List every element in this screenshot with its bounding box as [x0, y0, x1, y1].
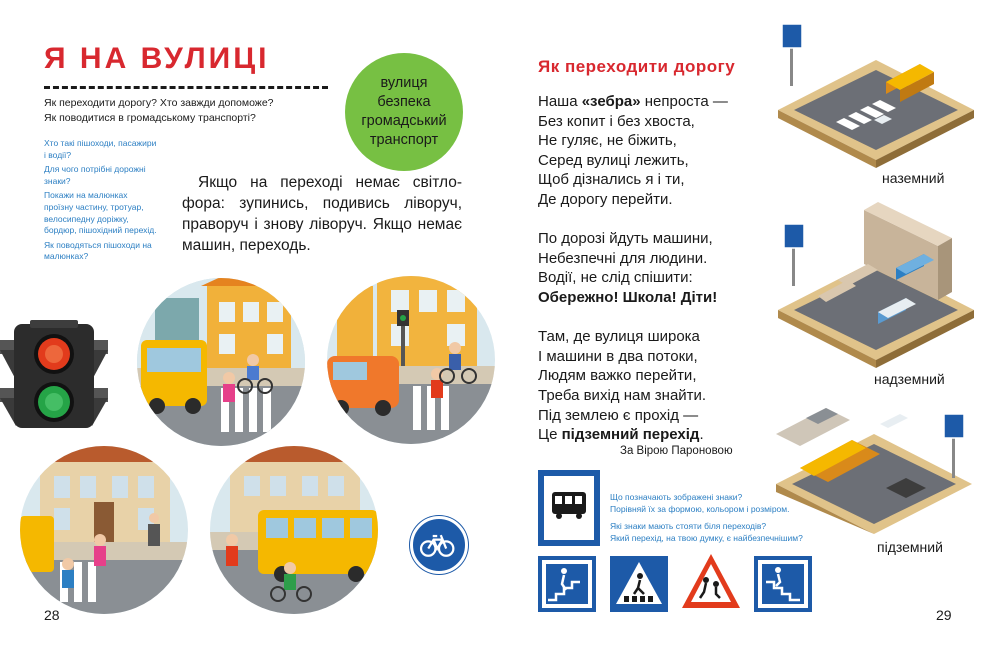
poem-line-text: Небезпечні для людини.: [538, 249, 708, 267]
task-item: Хто такі пішоходи, пасажири і водії?: [44, 138, 157, 160]
sign-question: Які знаки мають стояти біля переходів?: [610, 521, 767, 531]
poem-line-text: Не гуляє, не біжить,: [538, 132, 677, 150]
overhead-crossing-sign-icon: [538, 556, 596, 612]
title-divider: [44, 86, 328, 89]
poem-line-text: По дорозі йдуть машини,: [538, 230, 713, 248]
ground-crossing-label: наземний: [882, 170, 945, 186]
poem-stanza: [538, 92, 768, 210]
poem-line-text: Без копит і без хвоста,: [538, 112, 695, 130]
right-page: [500, 0, 1000, 650]
task-list: [44, 138, 159, 266]
underground-crossing-sign-icon: [754, 556, 812, 612]
bicycle-path-sign-icon: [410, 516, 468, 574]
poem-line: [538, 170, 768, 190]
poem-line-text: Треба вихід нам знайти.: [538, 386, 707, 404]
poem-line: [538, 425, 768, 445]
signs-questions: [610, 492, 840, 550]
underground-crossing-label: підземний: [877, 539, 943, 555]
page-number: 28: [44, 607, 60, 623]
poem-line-bold: «зебра»: [581, 93, 641, 110]
poem-line: [538, 406, 768, 426]
intro-question: Як поводитися в громадському транспорті?: [44, 112, 256, 124]
poem-line: [538, 131, 768, 151]
intro-questions: [44, 96, 334, 126]
poem-line-text: Під землею є прохід —: [538, 406, 699, 424]
poem-line-text: .: [699, 426, 704, 444]
topic-keyword: безпека: [377, 94, 431, 110]
task-item: Як поводяться пішоходи на малюнках?: [44, 239, 152, 262]
children-warning-sign-icon: [680, 552, 742, 612]
street-scene-2: [327, 276, 495, 444]
poem-title: Як переходити дорогу: [538, 57, 736, 76]
poem-line-text: Серед вулиці лежить,: [538, 151, 689, 169]
crossing-rule-text: Якщо на переході немає світло-фора: зупинись, подивись ліворуч, праворуч і знову ліворуч. Якщо немає машин, переходь.: [182, 174, 462, 254]
poem-line-text: Це: [538, 426, 562, 444]
page-number: 29: [936, 607, 952, 623]
poem-line: [538, 249, 768, 269]
poem-line: [538, 288, 768, 308]
sign-question: Що позначають зображені знаки?: [610, 492, 743, 502]
ground-crossing-illustration: [778, 20, 974, 170]
poem: [538, 92, 768, 464]
intro-question: Як переходити дорогу? Хто завжди допоможе?: [44, 97, 274, 109]
sign-question: Порівняй їх за формою, кольором і розміром.: [610, 503, 790, 514]
street-scene-3: [20, 446, 188, 614]
poem-line: [538, 386, 768, 406]
poem-line: [538, 347, 768, 367]
street-scene-1: [137, 278, 305, 446]
poem-line-text: Людям важко перейти,: [538, 367, 697, 385]
topic-keyword: транспорт: [369, 132, 439, 148]
topic-keyword: вулиця: [380, 75, 428, 91]
overhead-crossing-illustration: [778, 200, 974, 370]
poem-line: [538, 190, 768, 210]
poem-author: За Вірою Пароновою: [620, 445, 733, 457]
poem-line-text: непроста —: [640, 93, 728, 110]
overhead-crossing-label: надземний: [874, 371, 945, 387]
poem-line-text: Там, де вулиця широка: [538, 328, 700, 346]
bus-stop-sign-icon: [538, 470, 600, 546]
page-title: Я НА ВУЛИЦІ: [44, 42, 270, 75]
poem-line-text: Наша: [538, 93, 582, 110]
poem-line: [538, 229, 768, 249]
street-scene-4: [210, 446, 378, 614]
poem-stanza: [538, 327, 768, 445]
topic-keywords-circle: [345, 53, 463, 171]
poem-line-text: Де дорогу перейти.: [538, 190, 673, 208]
sign-question: Який перехід, на твою думку, є найбезпечнішим?: [610, 532, 803, 543]
poem-line: [538, 327, 768, 347]
poem-line-bold: Обережно! Школа! Діти!: [538, 288, 718, 306]
poem-line-bold: підземний перехід: [561, 426, 700, 444]
poem-line-text: І машини в два потоки,: [538, 347, 698, 365]
poem-line: [538, 268, 768, 288]
topic-keyword: громадський: [361, 113, 447, 129]
task-item: Покажи на малюнках проїзну частину, тротуар, велосипедну доріжку, бордюр, пішохідний перехід.: [44, 190, 157, 236]
poem-line: [538, 112, 768, 132]
poem-line: [538, 151, 768, 171]
poem-stanza: [538, 229, 768, 307]
task-item: Для чого потрібні дорожні знаки?: [44, 164, 146, 186]
poem-line-text: Щоб дізнались я і ти,: [538, 171, 685, 189]
traffic-light-icon: [0, 320, 108, 430]
poem-line-text: Водії, не слід спішити:: [538, 269, 693, 287]
poem-line: [538, 92, 768, 112]
poem-line: [538, 366, 768, 386]
pedestrian-crossing-sign-icon: [610, 556, 668, 612]
